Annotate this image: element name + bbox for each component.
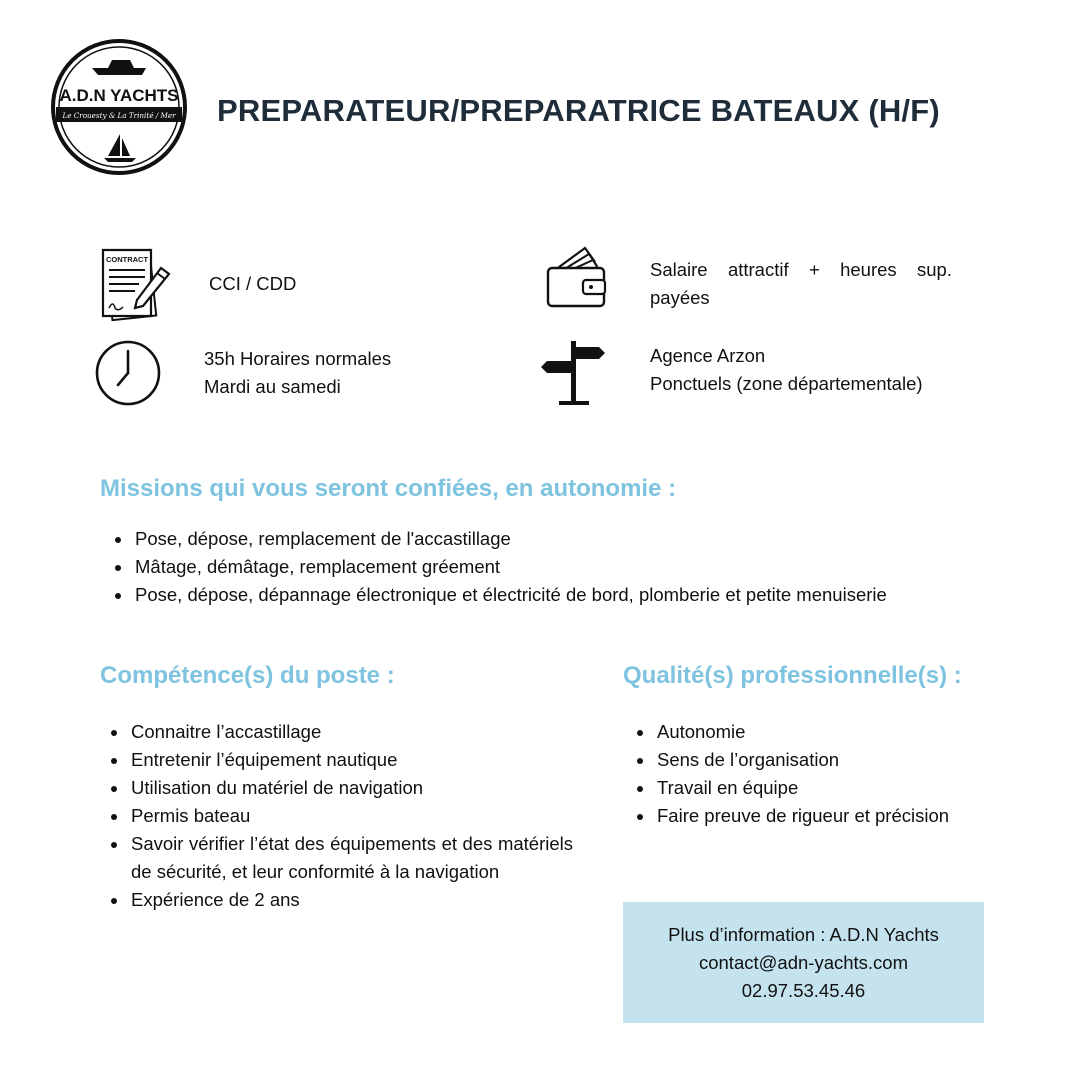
wallet-icon (545, 244, 607, 310)
list-item: Utilisation du matériel de navigation (131, 774, 573, 802)
contract-icon (95, 246, 175, 324)
list-item: Permis bateau (131, 802, 573, 830)
qualites-list (657, 718, 1037, 830)
logo-name: A.D.N YACHTS (59, 86, 179, 105)
days-line: Mardi au samedi (204, 376, 341, 397)
contract-icon-label: CONTRACT (105, 255, 149, 264)
work-location (650, 342, 923, 398)
contact-box (623, 902, 984, 1023)
list-item: Expérience de 2 ans (131, 886, 573, 914)
signpost-icon (539, 339, 609, 407)
clock-icon (94, 339, 162, 407)
list-item: Sens de l’organisation (657, 746, 1037, 774)
company-logo (50, 38, 188, 176)
missions-list (135, 525, 995, 609)
agency-line: Agence Arzon (650, 345, 766, 366)
list-item: Connaitre l’accastillage (131, 718, 573, 746)
list-item: Entretenir l’équipement nautique (131, 746, 573, 774)
list-item: Faire preuve de rigueur et précision (657, 802, 1037, 830)
list-item: Pose, dépose, remplacement de l'accastillage (135, 525, 995, 553)
hours-line: 35h Horaires normales (204, 348, 392, 369)
contact-phone[interactable]: 02.97.53.45.46 (741, 979, 866, 1001)
salary-info: Salaire attractif + heures sup. payées (650, 259, 952, 308)
working-hours (204, 345, 391, 401)
contact-email[interactable]: contact@adn-yachts.com (698, 951, 908, 973)
contact-intro: Plus d’information : A.D.N Yachts (668, 923, 939, 945)
competences-heading: Compétence(s) du poste : (100, 662, 395, 689)
contract-type: CCI / CDD (209, 273, 297, 294)
list-item: Autonomie (657, 718, 1037, 746)
qualites-heading: Qualité(s) professionnelle(s) : (623, 662, 962, 689)
zone-line: Ponctuels (zone départementale) (650, 373, 923, 394)
logo-tagline: Le Crouesty & La Trinité / Mer (62, 111, 176, 120)
list-item: Travail en équipe (657, 774, 1037, 802)
list-item: Pose, dépose, dépannage électronique et électricité de bord, plomberie et petite menuiserie (135, 581, 995, 609)
list-item: Savoir vérifier l’état des équipements et des matériels de sécurité, et leur conformité à la navigation (131, 830, 573, 886)
competences-list (131, 718, 573, 914)
page-title: PREPARATEUR/PREPARATRICE BATEAUX (H/F) (217, 93, 940, 128)
list-item: Mâtage, démâtage, remplacement gréement (135, 553, 995, 581)
missions-heading: Missions qui vous seront confiées, en autonomie : (100, 475, 677, 502)
